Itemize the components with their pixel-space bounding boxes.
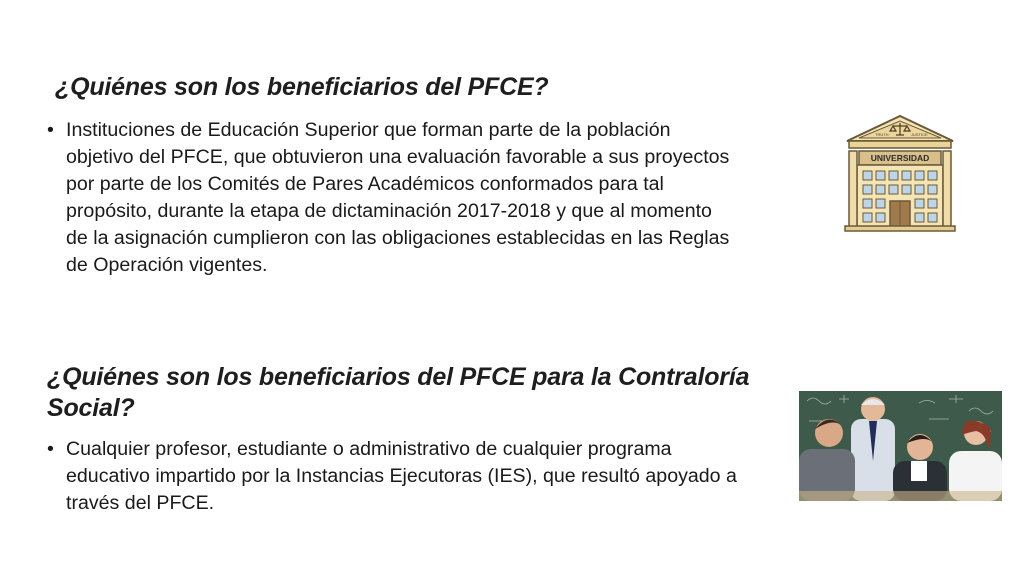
- bullet-list-contraloria: [47, 436, 737, 517]
- building-base: [845, 226, 955, 231]
- entablature: [849, 141, 951, 148]
- pediment-text-left: TRUTH: [875, 132, 889, 137]
- bullet-list-beneficiarios: [47, 117, 737, 279]
- heading-beneficiarios: ¿Quiénes son los beneficiarios del PFCE?: [55, 73, 549, 101]
- pediment-text-right: JUSTICE: [911, 132, 928, 137]
- bullet-item: • Cualquier profesor, estudiante o administrativo de cualquier programa educativo impartido por la Instancias Ejecutoras (IES), que resultó apoyado a través del PFCE.: [47, 436, 737, 517]
- column-right: [943, 151, 951, 227]
- classroom-photo: [799, 391, 1002, 501]
- university-building-icon: [843, 113, 957, 233]
- desk: [799, 491, 1002, 501]
- heading-contraloria-social: ¿Quiénes son los beneficiarios del PFCE para la Contraloría Social?: [47, 363, 750, 422]
- column-left: [849, 151, 857, 227]
- university-sign-text: UNIVERSIDAD: [870, 153, 930, 163]
- bullet-item: • Instituciones de Educación Superior que forman parte de la población objetivo del PFCE, que obtuvieron una evaluación favorable a sus proyectos por parte de los Comités de Pares Académicos conformados para tal propósito, durante la etapa de dictaminación 2017-2018 y que al momento de la asignación cumplieron con las obligaciones establecidas en las Reglas de Operación vigentes.: [47, 117, 737, 279]
